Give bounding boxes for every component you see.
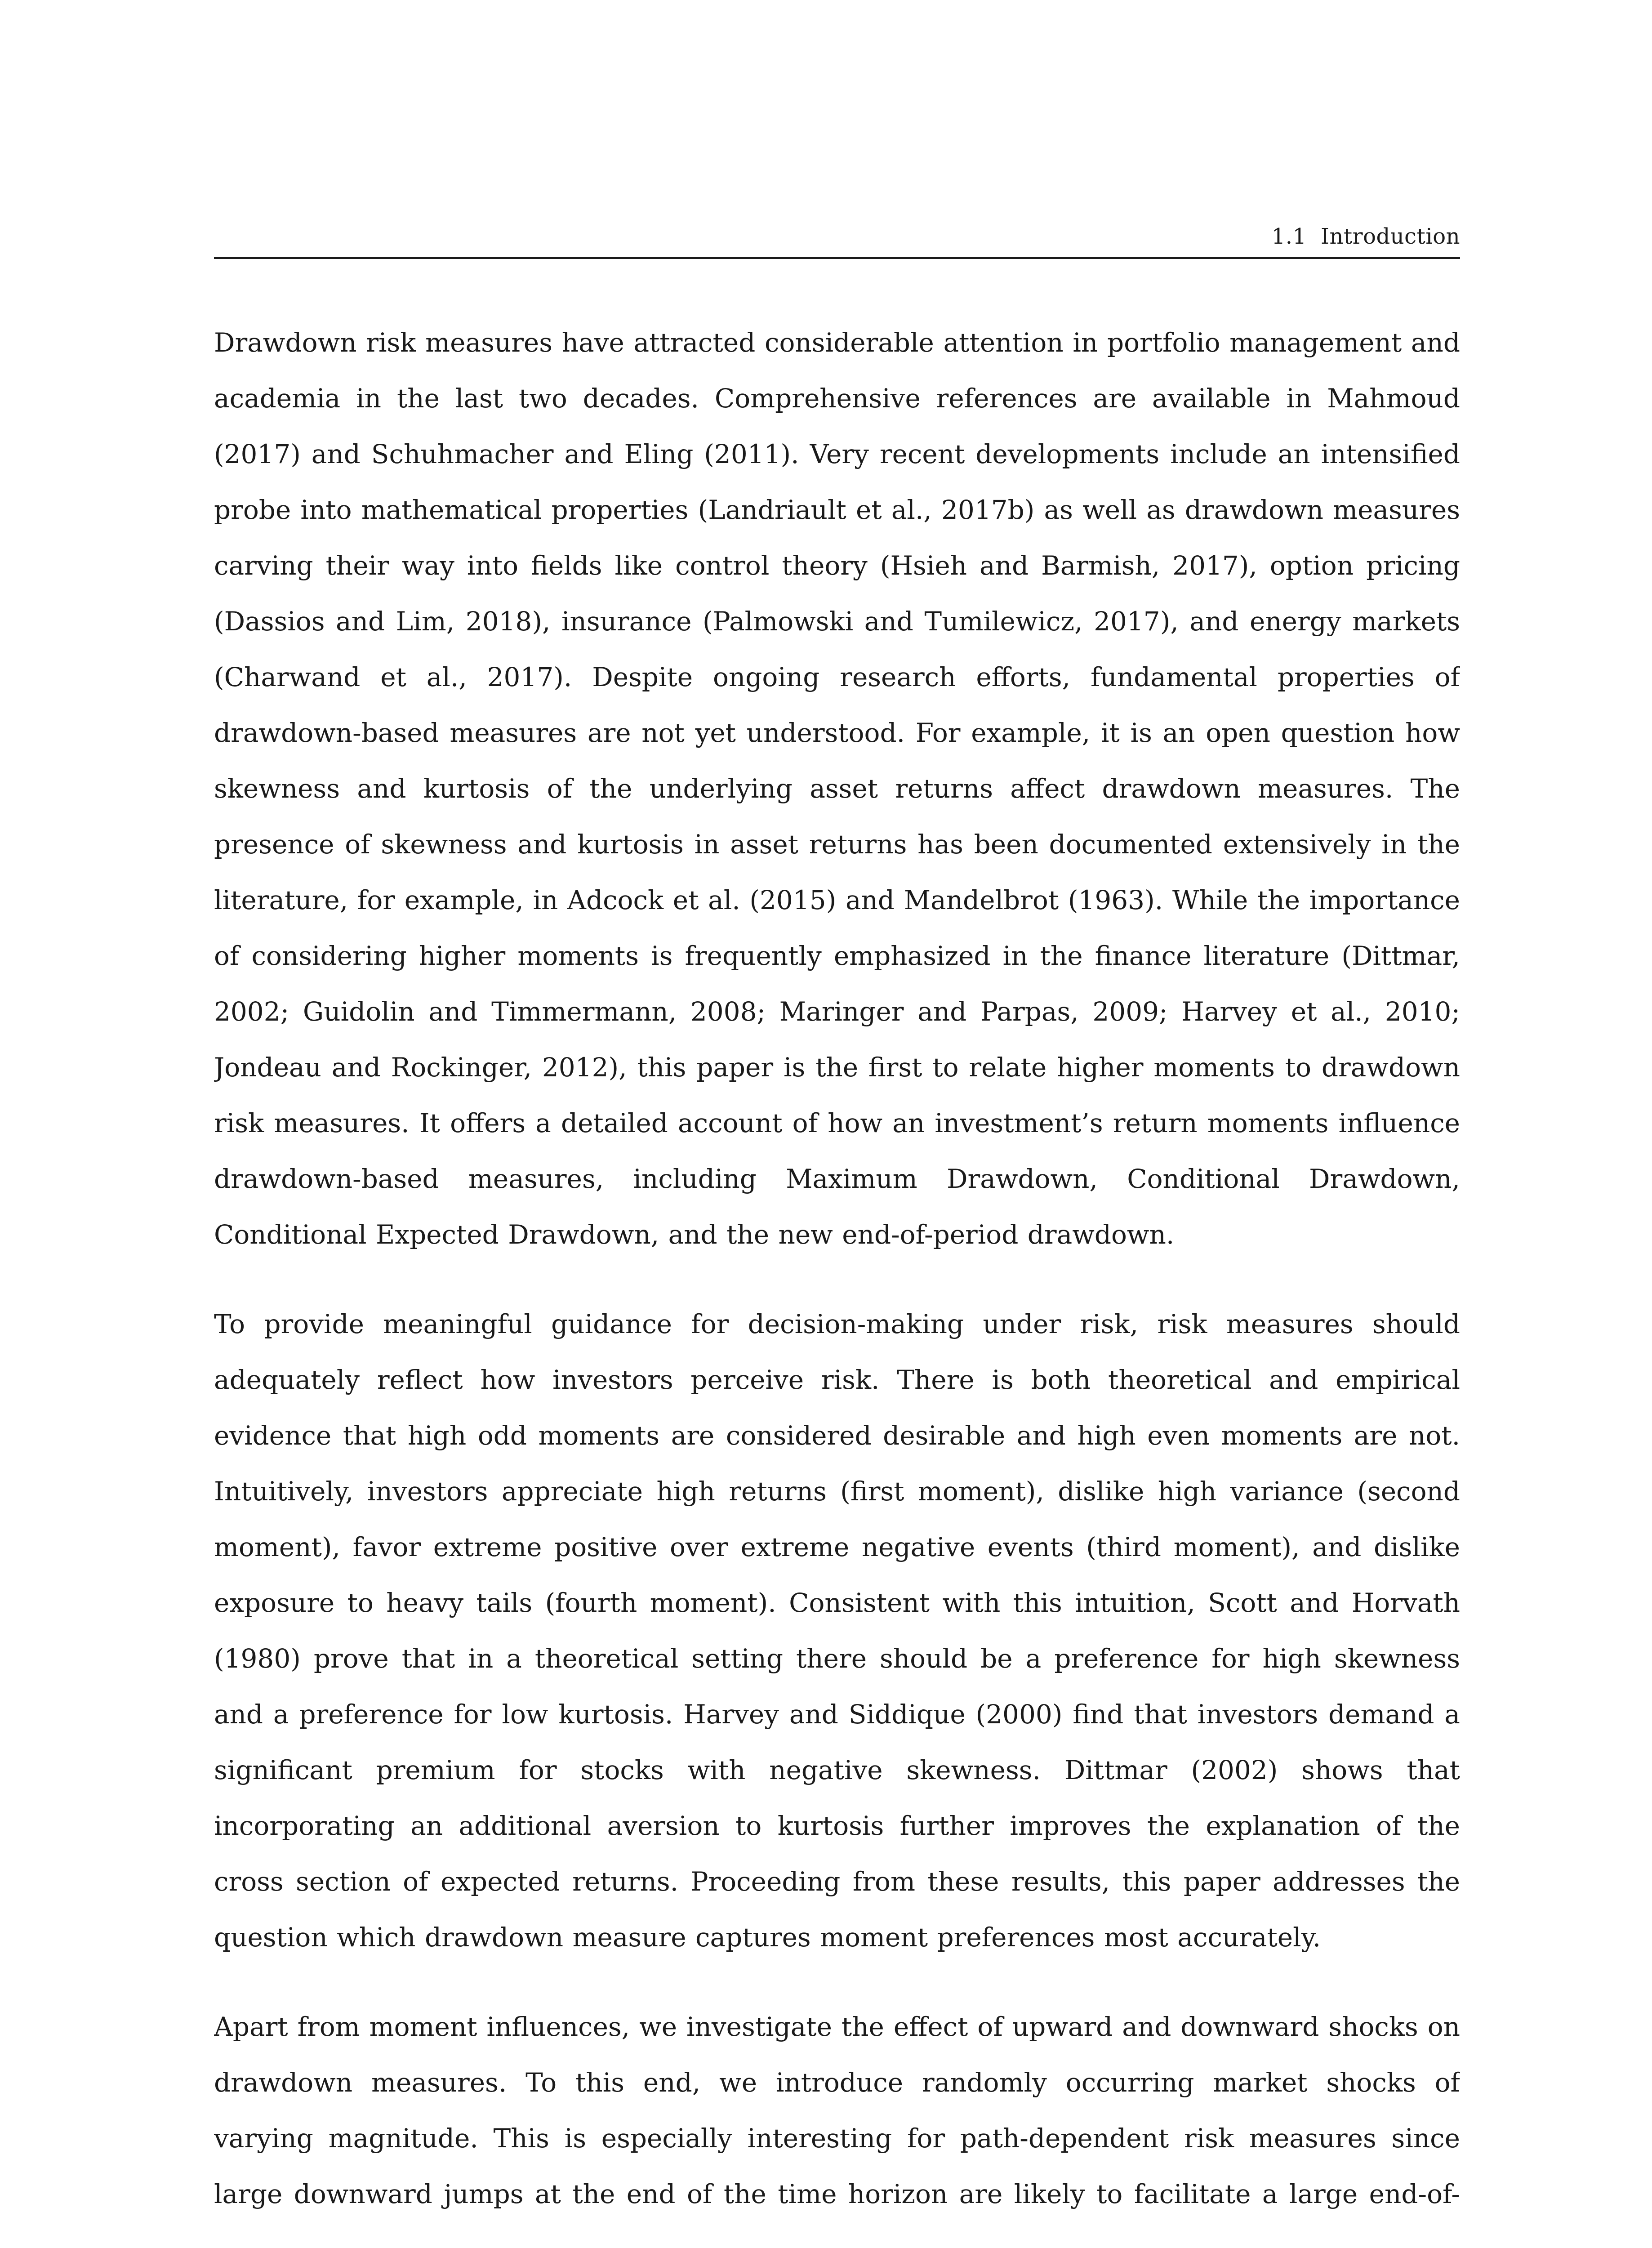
paragraph-2: To provide meaningful guidance for decision-making under risk, risk measures should adequately reflect how investors perceive risk. There is both theoretical and empirical evidence that high odd moments are considered desirable and high even moments are not. Intuitively, investors appreciate high returns (first moment), dislike high variance (second moment), favor extreme positive over extreme negative events (third moment), and dislike exposure to heavy tails (fourth moment). Consistent with this intuition, Scott and Horvath (1980) prove that in a theoretical setting there should be a preference for high skewness and a preference for low kurtosis. Harvey and Siddique (2000) find that investors demand a significant premium for stocks with negative skewness. Dittmar (2002) shows that incorporating an additional aversion to kurtosis further improves the explanation of the cross section of expected returns. Proceeding from these results, this paper addresses the question which drawdown measure captures moment preferences most accurately.: [214, 1309, 1460, 1953]
section-number: 1.1: [1271, 224, 1307, 249]
section-title: Introduction: [1321, 224, 1460, 249]
running-header-text: [1272, 226, 1460, 247]
paragraph-3: Apart from moment influences, we investigate the effect of upward and downward shocks on drawdown measures. To this end, we introduce randomly occurring market shocks of varying magnitude. This is especially interesting for path-dependent risk measures since large downward jumps at the end of the time horizon are likely to facilitate a large end-of-: [214, 2012, 1460, 2209]
running-header: [214, 216, 1460, 259]
paragraph-1: Drawdown risk measures have attracted considerable attention in portfolio management and academia in the last two decades. Comprehensive references are available in Mahmoud (2017) and Schuhmacher and Eling (2011). Very recent developments include an intensified probe into mathematical properties (Landriault et al., 2017b) as well as drawdown measures carving their way into fields like control theory (Hsieh and Barmish, 2017), option pricing (Dassios and Lim, 2018), insurance (Palmowski and Tumilewicz, 2017), and energy markets (Charwand et al., 2017). Despite ongoing research efforts, fundamental properties of drawdown-based measures are not yet understood. For example, it is an open question how skewness and kurtosis of the underlying asset returns affect drawdown measures. The presence of skewness and kurtosis in asset returns has been documented extensively in the literature, for example, in Adcock et al. (2015) and Mandelbrot (1963). While the importance of considering higher moments is frequently emphasized in the finance literature (Dittmar, 2002; Guidolin and Timmermann, 2008; Maringer and Parpas, 2009; Harvey et al., 2010; Jondeau and Rockinger, 2012), this paper is the first to relate higher moments to drawdown risk measures. It offers a detailed account of how an investment’s return moments influence drawdown-based measures, including Maximum Drawdown, Conditional Drawdown, Conditional Expected Drawdown, and the new end-of-period drawdown.: [214, 327, 1460, 1250]
body-text: [214, 315, 1460, 2235]
